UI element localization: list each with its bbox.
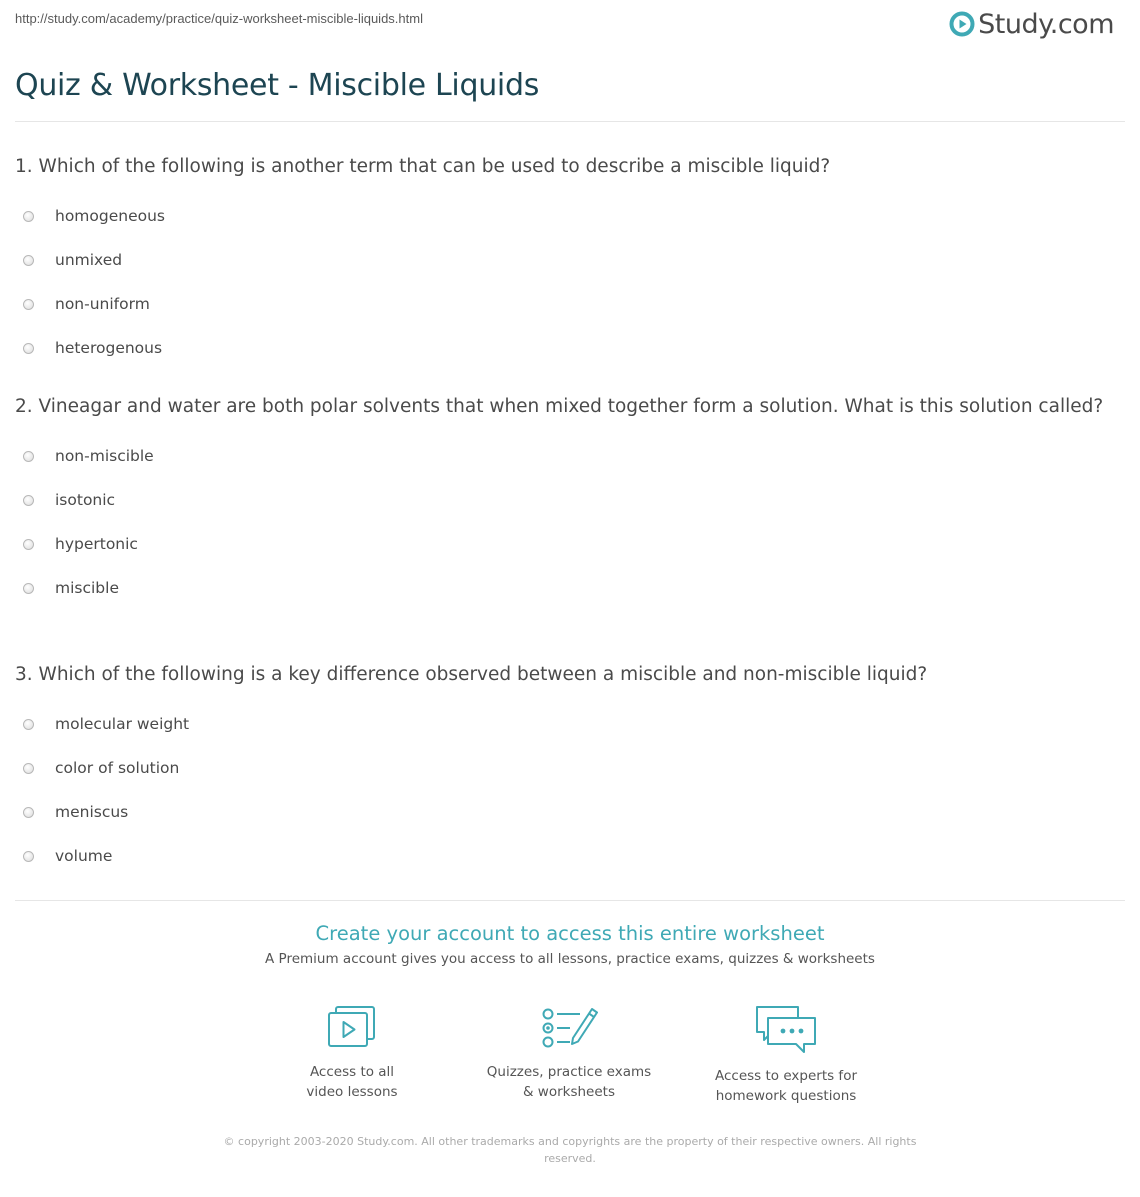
radio-button[interactable] — [23, 763, 34, 774]
option-label: color of solution — [55, 759, 180, 777]
feature-quizzes — [469, 1004, 669, 1102]
answer-option[interactable] — [15, 326, 1115, 370]
option-label: meniscus — [55, 803, 129, 821]
feature-label: Quizzes, practice exams & worksheets — [486, 1064, 652, 1100]
page-title: Quiz & Worksheet - Miscible Liquids — [15, 68, 540, 103]
feature-video-lessons — [252, 1004, 452, 1102]
answer-option[interactable] — [15, 194, 1115, 238]
option-label: unmixed — [55, 251, 123, 269]
answer-options — [15, 194, 1115, 370]
option-label: volume — [55, 847, 113, 865]
radio-button[interactable] — [23, 299, 34, 310]
video-lessons-icon — [326, 1004, 378, 1050]
question-text: 3. Which of the following is a key difference observed between a miscible and non-miscible liquid? — [15, 664, 928, 685]
cta-divider — [15, 900, 1125, 901]
option-label: miscible — [55, 579, 119, 597]
radio-button[interactable] — [23, 343, 34, 354]
option-label: non-uniform — [55, 295, 150, 313]
cta-title-link[interactable]: Create your account to access this entire worksheet — [315, 922, 825, 945]
answer-option[interactable] — [15, 238, 1115, 282]
logo-text: Study.com — [978, 8, 1114, 40]
feature-label: Access to all video lessons — [306, 1064, 398, 1100]
question-2 — [15, 393, 1115, 610]
answer-options — [15, 702, 1115, 878]
question-3 — [15, 661, 1115, 878]
play-circle-icon — [949, 11, 975, 37]
copyright-notice: © copyright 2003-2020 Study.com. All other trademarks and copyrights are the property of their respective owners. All rights reserved. — [223, 1135, 917, 1165]
radio-button[interactable] — [23, 451, 34, 462]
signup-cta — [0, 922, 1140, 967]
option-label: hypertonic — [55, 535, 138, 553]
chat-bubble-icon — [754, 1004, 818, 1054]
title-divider — [15, 121, 1125, 122]
question-1 — [15, 153, 1115, 370]
answer-option[interactable] — [15, 282, 1115, 326]
radio-button[interactable] — [23, 539, 34, 550]
answer-option[interactable] — [15, 746, 1115, 790]
quiz-checklist-icon — [540, 1004, 598, 1050]
option-label: heterogenous — [55, 339, 163, 357]
study-logo[interactable] — [949, 6, 1114, 42]
answer-option[interactable] — [15, 834, 1115, 878]
answer-option[interactable] — [15, 702, 1115, 746]
radio-button[interactable] — [23, 583, 34, 594]
answer-option[interactable] — [15, 434, 1115, 478]
radio-button[interactable] — [23, 255, 34, 266]
radio-button[interactable] — [23, 211, 34, 222]
top-bar — [0, 0, 1140, 50]
radio-button[interactable] — [23, 851, 34, 862]
cta-subtitle: A Premium account gives you access to all lessons, practice exams, quizzes & worksheets — [265, 951, 875, 967]
question-text: 2. Vineagar and water are both polar solvents that when mixed together form a solution. What is this solution called? — [15, 396, 1104, 417]
answer-option[interactable] — [15, 790, 1115, 834]
feature-label: Access to experts for homework questions — [714, 1068, 857, 1104]
answer-option[interactable] — [15, 566, 1115, 610]
radio-button[interactable] — [23, 495, 34, 506]
option-label: homogeneous — [55, 207, 166, 225]
answer-option[interactable] — [15, 522, 1115, 566]
feature-experts — [686, 1004, 886, 1106]
answer-options — [15, 434, 1115, 610]
radio-button[interactable] — [23, 719, 34, 730]
radio-button[interactable] — [23, 807, 34, 818]
option-label: non-miscible — [55, 447, 154, 465]
answer-option[interactable] — [15, 478, 1115, 522]
question-text: 1. Which of the following is another term that can be used to describe a miscible liquid? — [15, 156, 831, 177]
option-label: isotonic — [55, 491, 116, 509]
page-url: http://study.com/academy/practice/quiz-worksheet-miscible-liquids.html — [15, 11, 423, 26]
option-label: molecular weight — [55, 715, 190, 733]
